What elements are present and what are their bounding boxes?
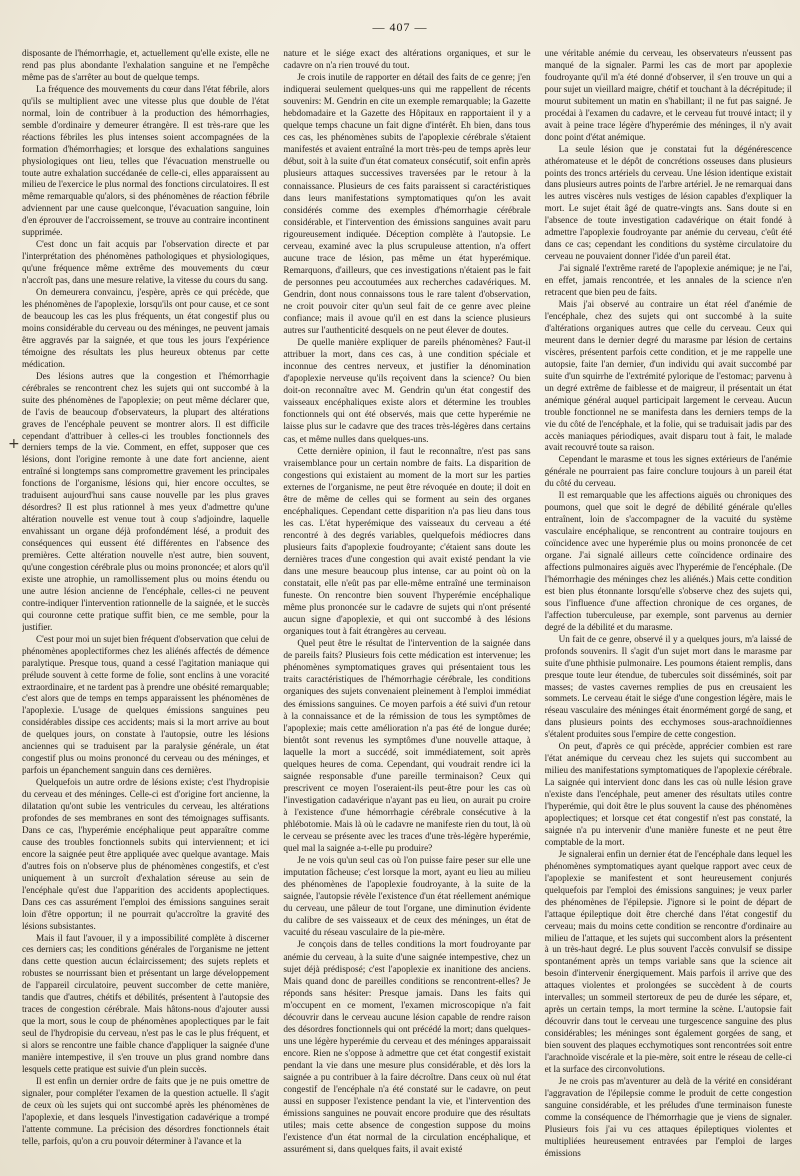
paragraph: Mais il faut l'avouer, il y a impossibilité complète à discerner ces derniers cas; les conditions générales de l'organisme ne jettent dans cette question aucun éclaircissement; des sujets replets et robustes se nourrissant bien et présentant un large développement de l'appareil circulatoire, peuvent succomber de cette manière, tandis que d'autres, chétifs et débilités, présentent à l'autopsie des traces de congestion cérébrale. Mais hâtons-nous d'ajouter aussi que la mort, sous le coup de phénomènes apoplectiques par le fait seul de l'hydropisie du cerveau, n'est pas le cas le plus fréquent, et si alors se rencontre une faible chance d'appliquer la saignée d'une manière intempestive, il s'en trouve un plus grand nombre dans lesquels cette pratique est suivie d'un plein succès. <box>22 932 270 1075</box>
column-middle <box>283 48 530 1166</box>
paragraph: Je ne vois qu'un seul cas où l'on puisse faire peser sur elle une imputation fâcheuse; c'est lorsque la mort, ayant eu lieu au milieu des phénomènes de l'apoplexie foudroyante, à la suite de la saignée, l'autopsie révèle l'existence d'un état réellement anémique du cerveau, une pâleur de tout l'organe, une diminution évidente du calibre de ses vaisseaux et de ceux des méninges, un état de vacuité du réseau vasculaire de la pie-mère. <box>283 856 531 939</box>
paragraph: Un fait de ce genre, observé il y a quelques jours, m'a laissé de profonds souvenirs. Il s'agit d'un sujet mort dans le marasme par suite d'une phthisie pulmonaire. Les poumons étaient remplis, dans presque toute leur étendue, de tubercules soit disséminés, soit par masses; de vastes cavernes remplies de pus en creusaient les sommets. Le cerveau était le siége d'une congestion légère, mais le réseau vasculaire des méninges était énormément gorgé de sang, et dans plusieurs points des ecchymoses sous-arachnoïdiennes s'étalent produites sous l'empire de cette congestion. <box>544 633 792 740</box>
margin-plus-mark: + <box>8 436 20 452</box>
paragraph: Des lésions autres que la congestion et l'hémorrhagie cérébrales se rencontrent chez les sujets qui ont succombé à la suite des phénomènes de l'apoplexie; on peut même déclarer que, de l'avis de beaucoup d'observateurs, la plupart des altérations graves de l'encéphale peuvent se montrer alors. Il est difficile cependant d'attribuer à celles-ci les troubles fonctionnels des derniers temps de la vie. Comment, en effet, supposer que ces lésions, dont l'origine remonte à une date fort ancienne, aient entraîné si longtemps sans compromettre gravement les principales fonctions de l'organisme, lésions qui, hier encore occultes, se traduisent aujourd'hui sans cause nouvelle par les plus graves désordres? Il est plus rationnel à mes yeux d'admettre qu'une altération nouvelle est venue tout à coup s'adjoindre, laquelle envahissant un organe déjà profondément lésé, a produit des conséquences qui eussent été différentes en l'absence des premières. Cette altération nouvelle n'est autre, bien souvent, qu'une congestion cérébrale plus ou moins prononcée; et alors qu'il existe une atrophie, un ramollissement plus ou moins étendu ou une autre lésion ancienne de l'encéphale, celles-ci ne peuvent contre-indiquer l'intervention rationnelle de la saignée, et le succès qui couronne cette pratique suffit bien, ce me semble, pour la justifier. <box>22 370 270 632</box>
paragraph: Je crois inutile de rapporter en détail des faits de ce genre; j'en indiquerai seulement quelques-uns qui me rappellent de récents souvenirs: M. Gendrin en cite un exemple remarquable; la Gazette hebdomadaire et la Gazette des Hôpitaux en rapportaient il y a quelque temps chacune un fait digne d'intérêt. Eh bien, dans tous ces cas, les phénomènes subits de l'apoplexie cérébrale s'étaient manifestés et avaient entraîné la mort très-peu de temps après leur début, soit à la suite d'un état comateux consécutif, soit enfin après plusieurs attaques successives traversées par le retour à la connaissance. Plusieurs de ces faits paraissent si caractéristiques dans leurs manifestations symptomatiques qu'on les avait considérés comme des exemples d'hémorrhagie cérébrale considérable, et l'intervention des émissions sanguines avait paru rigoureusement indiquée. Déception complète à l'autopsie. Le cerveau, examiné avec la plus scrupuleuse attention, n'a offert aucune trace de lésion, pas même un état hyperémique. Remarquons, d'ailleurs, que ces investigations n'étaient pas le fait de personnes peu accoutumées aux recherches cadavériques. M. Gendrin, dont nous connaissons tous le rare talent d'observation, ne croit pouvoir citer qu'un seul fait de ce genre avec pleine confiance; mais il avoue qu'il en est dans la science plusieurs autres sur l'authenticité desquels on ne peut élever de doutes. <box>283 73 531 337</box>
paragraph: C'est pour moi un sujet bien fréquent d'observation que celui de phénomènes apoplectiformes chez les aliénés affectés de démence paralytique. Presque tous, quand a cessé l'agitation maniaque qui prélude souvent à cette forme de folie, sont enclins à une voracité extraordinaire, et ne tardent pas à prendre une obésité remarquable; c'est alors que de temps en temps apparaissent les phénomènes de l'apoplexie. L'usage de quelques émissions sanguines peu considérables dissipe ces accidents; mais si la mort arrive au bout de quelques jours, on constate à l'autopsie, outre les lésions anciennes qui se traduisent par la paralysie générale, un état congestif plus ou moins prononcé du cerveau ou des méninges, et parfois un épanchement sanguin dans ces dernières. <box>22 633 270 776</box>
paragraph: Je signalerai enfin un dernier état de l'encéphale dans lequel les phénomènes symptomatiques ayant quelque rapport avec ceux de l'apoplexie se manifestent et sont heureusement conjurés quelquefois par l'emploi des émissions sanguines; je veux parler des phénomènes de l'épilepsie. J'ignore si le point de départ de l'attaque épileptique doit être cherché dans l'état congestif du cerveau; mais du moins cette condition se rencontre d'ordinaire au milieu de l'attaque, et les sujets qui succombent alors la présentent à un très-haut degré. Le plus souvent l'accès convulsif se dissipe spontanément après un temps variable sans que la science ait besoin d'intervenir énergiquement. Mais parfois il arrive que des attaques violentes et prolongées se succèdent à de courts intervalles; un sommeil stertoreux de peu de durée les sépare, et, après un certain temps, la mort termine la scène. L'autopsie fait découvrir dans tout le cerveau une turgescence sanguine des plus considérables; les méninges sont également gorgées de sang, et bien souvent des plaques ecchymotiques sont rencontrées soit entre l'arachnoïde viscérale et la pie-mère, soit entre le réseau de celle-ci et la surface des circonvolutions. <box>544 848 792 1075</box>
paragraph: De quelle manière expliquer de pareils phénomènes? Faut-il attribuer la mort, dans ces cas, à une condition spéciale et inconnue des centres nerveux, et justifier la dénomination d'apoplexie nerveuse qu'ils reçoivent dans la science? Ou bien doit-on reconnaître avec M. Gendrin qu'un état congestif des vaisseaux encéphaliques existe alors et détermine les troubles fonctionnels qui ont été observés, mais que cette hyperémie ne laisse plus sur le cadavre que des traces très-légères dans certains cas, et même nulles dans quelques-uns. <box>283 338 531 445</box>
paragraph: Je ne crois pas m'aventurer au delà de la vérité en considérant l'aggravation de l'épilepsie comme le produit de cette congestion sanguine considérable, et les préludes d'une terminaison funeste comme la conséquence de l'hémorrhagie que je viens de signaler. Plusieurs fois j'ai vu ces attaques épileptiques violentes et multipliées heureusement entravées par l'emploi de larges émissions <box>544 1075 792 1158</box>
paragraph: C'est donc un fait acquis par l'observation directe et par l'interprétation des phénomènes pathologiques et physiologiques, qu'une fréquence même extrême des mouvements du cœur n'accroît pas, dans une mesure relative, la vitesse du cours du sang. <box>22 239 270 286</box>
paragraph: nature et le siége exact des altérations organiques, et sur le cadavre on n'a rien trouvé du tout. <box>283 49 531 72</box>
paragraph: Quel peut être le résultat de l'intervention de la saignée dans de pareils faits? Plusieurs fois cette médication est intervenue; les phénomènes symptomatiques graves qui présentaient tous les traits caractéristiques de l'hémorrhagie cérébrale, les conditions organiques des sujets convenaient pleinement à l'emploi immédiat des émissions sanguines. Ce moyen parfois a été suivi d'un retour à la connaissance et de la rémission de tous les symptômes de l'apoplexie; mais cette amélioration n'a pas été de longue durée; bientôt sont revenus les symptômes d'une nouvelle attaque, à laquelle la mort a succédé, soit immédiatement, soit après quelques heures de coma. Cependant, qui voudrait rendre ici la saignée responsable d'une pareille terminaison? Ceux qui prescrivent ce moyen l'oseraient-ils peut-être pour les cas où l'investigation cadavérique n'ayant pas eu lieu, on aurait pu croire à l'existence d'une hémorrhagie cérébrale consécutive à la phlébotomie. Mais là où le cadavre ne manifeste rien du tout, là où le cerveau se présente avec les traces d'une très-légère hyperémie, quel mal la saignée a-t-elle pu produire? <box>283 639 531 855</box>
paragraph: une véritable anémie du cerveau, les observateurs n'eussent pas manqué de la signaler. Parmi les cas de mort par apoplexie foudroyante qu'il m'a été donné d'observer, il s'en trouve un qui a pour sujet un vieillard maigre, chétif et touchant à la décrépitude; il mourut subitement un matin en s'habillant; il ne fut pas saigné. Je procédai à l'examen du cadavre, et le cerveau fut trouvé intact; il y avait à peine trace légère d'hyperémie des méninges, il n'y avait donc point d'état anémique. <box>544 48 792 142</box>
text-columns <box>22 48 792 1166</box>
paragraph: Cependant le marasme et tous les signes extérieurs de l'anémie générale ne pourraient pas faire conclure toujours à un pareil état du côté du cerveau. <box>544 454 792 489</box>
column-left <box>22 48 269 1166</box>
paragraph: disposante de l'hémorrhagie, et, actuellement qu'elle existe, elle ne rend pas plus abondante l'exhalation sanguine et ne l'empêche même pas de s'arrêter au bout de quelque temps. <box>22 48 270 82</box>
paragraph: Mais j'ai observé au contraire un état réel d'anémie de l'encéphale, chez des sujets qui ont succombé à la suite d'altérations organiques autres que celle du cerveau. Ceux qui meurent dans le dernier degré du marasme par lésion de certains viscères, présentent parfois cette condition, et je me rappelle une autopsie, faite l'an dernier, d'un individu qui avait succombé par suite d'un squirrhe de l'extrémité pylorique de l'estomac; parvenu à un degré extrême de faiblesse et de maigreur, il présentait un état anémique général auquel participait largement le cerveau. Aucun trouble fonctionnel ne se manifesta dans les derniers temps de la vie du côté de l'encéphale, et la folie, qui se traduisait jadis par des accès maniaques périodiques, avait disparu tout à fait, le malade avait recouvré toute sa raison. <box>544 299 792 453</box>
paragraph: On peut, d'après ce qui précède, apprécier combien est rare l'état anémique du cerveau chez les sujets qui succombent au milieu des manifestations symptomatiques de l'apoplexie cérébrale. La saignée qui intervient donc dans les cas où nulle lésion grave n'existe dans l'encéphale, peut amener des résultats utiles contre l'hyperémie, qui doit être le plus souvent la cause des phénomènes apoplectiques; et lorsque cet état congestif n'est pas constaté, la saignée n'a pu intervenir d'une manière funeste et ne peut être comptable de la mort. <box>544 741 792 847</box>
column-right <box>545 48 792 1166</box>
paragraph: Je conçois dans de telles conditions la mort foudroyante par anémie du cerveau, à la suite d'une saignée intempestive, chez un sujet déjà prédisposé; c'est l'apoplexie ex inanitione des anciens. Mais quand donc de pareilles conditions se rencontrent-elles? Je réponds sans hésiter: Presque jamais. Dans les faits qui m'occupent en ce moment, l'examen microscopique n'a fait découvrir dans le cerveau aucune lésion capable de rendre raison des désordres fonctionnels qui ont précédé la mort; dans quelques-uns une légère hyperémie du cerveau et des méninges apparaissait encore. Rien ne s'oppose à admettre que cet état congestif existait pendant la vie dans une mesure plus considérable, et dès lors la saignée a pu contribuer à la faire décroître. Dans ceux où nul état congestif de l'encéphale n'a été constaté sur le cadavre, on peut aussi en supposer l'existence pendant la vie, et l'intervention des émissions sanguines ne pouvait encore produire que des résultats utiles; mais cette absence de congestion suppose du moins l'existence d'un état normal de la circulation encéphalique, et assurément si, dans quelques faits, il avait existé <box>283 940 531 1156</box>
paragraph: On demeurera convaincu, j'espère, après ce qui précède, que les phénomènes de l'apoplexie, lorsqu'ils ont pour cause, et ce sont de beaucoup les cas les plus fréquents, un état congestif plus ou moins considérable du cerveau ou des méninges, ne peuvent jamais être aggravés par la saignée, et que tous les jours l'expérience témoigne des résultats les plus heureux obtenus par cette médication. <box>22 287 270 369</box>
paragraph: Cette dernière opinion, il faut le reconnaître, n'est pas sans vraisemblance pour un certain nombre de faits. La disparition de congestions qui existaient au moment de la mort sur les parties externes de l'organisme, ne peut être révoquée en doute; il doit en être de même de celles qui se forment au sein des organes encéphaliques. Cependant cette disparition n'a pas lieu dans tous les cas. L'état hyperémique des vaisseaux du cerveau a été rencontré à des degrés variables, quelquefois médiocres dans plusieurs faits d'apoplexie foudroyante; c'étaient sans doute les dernières traces d'une congestion qui avait existé pendant la vie dans une mesure beaucoup plus intense, car au point où on la constatait, elle n'eût pas par elle-même entraîné une terminaison funeste. On rencontre bien souvent l'hyperémie encéphalique même plus prononcée sur le cadavre de sujets qui n'ont présenté aucun signe d'apoplexie, et qui ont succombé à des lésions organiques tout à fait étrangères au cerveau. <box>283 446 531 638</box>
paragraph: La seule lésion que je constatai fut la dégénérescence athéromateuse et le dépôt de concrétions osseuses dans plusieurs points des troncs artériels du cerveau. Une lésion identique existait dans plusieurs autres points de l'arbre artériel. Je ne remarquai dans les autres viscères nuls vestiges de lésion capables d'expliquer la mort. Le sujet était âgé de quatre-vingts ans. Sans doute si en l'absence de toute investigation cadavérique on était fondé à admettre l'apoplexie foudroyante par anémie du cerveau, c'eût été dans ce cas; cependant les conditions du système circulatoire du cerveau ne pouvaient donner l'idée d'un pareil état. <box>544 143 792 262</box>
paragraph: J'ai signalé l'extrême rareté de l'apoplexie anémique; je ne l'ai, en effet, jamais rencontrée, et les annales de la science n'en retracent que bien peu de faits. <box>544 263 792 298</box>
paragraph: La fréquence des mouvements du cœur dans l'état fébrile, alors qu'ils se multiplient avec une vitesse plus que double de l'état normal, loin de contribuer à la production des hémorrhagies, semble d'ordinaire y demeurer étrangère. Il est très-rare que les réactions fébriles les plus intenses soient accompagnées de la formation d'hémorrhagies; et lorsque des exhalations sanguines physiologiques ont lieu, telles que l'évacuation menstruelle ou toute autre exhalation succédanée de celle-ci, elles apparaissent au milieu de l'exercice le plus normal des fonctions circulatoires. Il est même remarquable qu'alors, si des phénomènes de réaction fébrile adviennent par une cause quelconque, l'évacuation sanguine, loin d'en éprouver de l'accroissement, se trouve au contraire incontinent supprimée. <box>22 83 270 238</box>
paragraph: Quelquefois un autre ordre de lésions existe; c'est l'hydropisie du cerveau et des méninges. Celle-ci est d'origine fort ancienne, la dilatation qu'ont subie les ventricules du cerveau, les altérations profondes de ses membranes en sont des témoignages suffisants. Dans ce cas, l'hyperémie encéphalique peut apparaître comme cause des troubles fonctionnels subits qui interviennent; et ici encore la saignée peut être appliquée avec quelque avantage. Mais d'autres fois on n'observe plus de phénomènes congestifs, et c'est uniquement à un surcroît d'exhalation séreuse au sein de l'encéphale qu'est due l'apparition des accidents apoplectiques. Dans ces cas assurément l'emploi des émissions sanguines serait loin d'être opportun; il ne pourrait qu'accroître la gravité des lésions subsistantes. <box>22 777 270 931</box>
paragraph: Il est enfin un dernier ordre de faits que je ne puis omettre de signaler, pour compléter l'examen de la question actuelle. Il s'agit de ceux où les sujets qui ont succombé après les phénomènes de l'apoplexie, et dans lesquels l'investigation cadavérique a trompé l'attente commune. La précision des désordres fonctionnels était telle, parfois, qu'on a cru pouvoir déterminer à l'avance et la <box>22 1075 270 1146</box>
page-number: — 407 — <box>372 20 428 34</box>
paragraph: Il est remarquable que les affections aiguës ou chroniques des poumons, quel que soit le degré de débilité générale qu'elles entraînent, loin de s'accompagner de la vacuité du système vasculaire encéphalique, se rencontrent au contraire toujours en coïncidence avec une hyperémie plus ou moins prononcée de cet organe. J'ai signalé ailleurs cette coïncidence ordinaire des affections pulmonaires aiguës avec l'hyperémie de l'encéphale. (De l'hémorrhagie des méninges chez les aliénés.) Mais cette condition est bien plus étonnante lorsqu'elle s'observe chez des sujets qui, sous l'influence d'une affection chronique de ces organes, de l'affection tuberculeuse, par exemple, sont parvenus au dernier degré de la débilité et du marasme. <box>544 490 792 632</box>
